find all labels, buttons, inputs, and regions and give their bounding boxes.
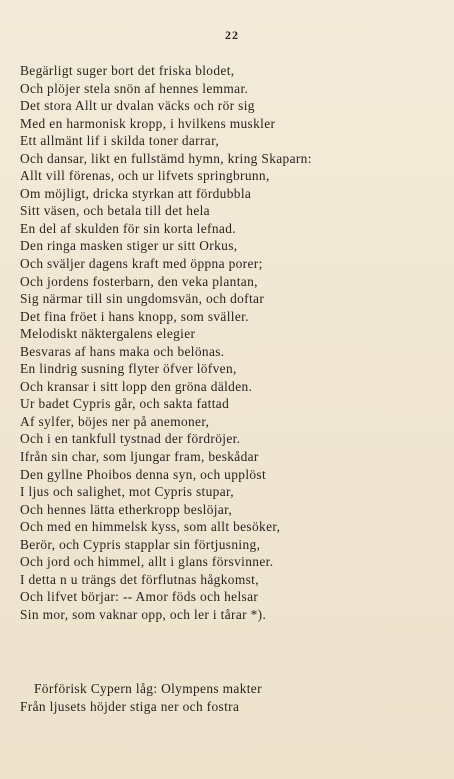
poem-line: Och kransar i sitt lopp den gröna dälden. bbox=[20, 378, 253, 394]
poem-line: Sitt väsen, och betala till det hela bbox=[20, 203, 210, 219]
poem-line: Den ringa masken stiger ur sitt Orkus, bbox=[20, 238, 238, 254]
poem-line: Och plöjer stela snön af hennes lemmar. bbox=[20, 80, 249, 96]
poem-line: I ljus och salighet, mot Cypris stupar, bbox=[20, 484, 234, 500]
poem-line: Begärligt suger bort det friska blodet, bbox=[20, 63, 235, 78]
poem-line: Förförisk Cypern låg: Olympens makter bbox=[34, 681, 262, 696]
page-number: 22 bbox=[225, 28, 239, 42]
poem-line: Och hennes lätta etherkropp beslöjar, bbox=[20, 501, 233, 517]
poem-line: Berör, och Cypris stapplar sin förtjusning, bbox=[20, 536, 261, 552]
poem-stanza bbox=[20, 62, 452, 624]
poem-line: I detta n u trängs det förflutnas hågkomst, bbox=[20, 571, 259, 587]
poem-line: En del af skulden för sin korta lefnad. bbox=[20, 220, 236, 236]
poem-line: Allt vill förenas, och ur lifvets springbrunn, bbox=[20, 168, 270, 184]
poem-line: Och i en tankfull tystnad der fördröjer. bbox=[20, 431, 241, 447]
poem-line: En lindrig susning flyter öfver löfven, bbox=[20, 361, 237, 377]
poem-line: Sig närmar till sin ungdomsvän, och doftar bbox=[20, 291, 265, 307]
poem-line: Och sväljer dagens kraft med öppna porer; bbox=[20, 256, 263, 272]
poem-line: Med en harmonisk kropp, i hvilkens muskler bbox=[20, 115, 276, 131]
poem-line: Ifrån sin char, som ljungar fram, beskådar bbox=[20, 449, 259, 465]
poem-line: Det fina fröet i hans knopp, som sväller. bbox=[20, 308, 249, 324]
poem-line: Från ljusets höjder stiga ner och fostra bbox=[20, 698, 240, 714]
poem-line: Sin mor, som vaknar opp, och ler i tårar *). bbox=[20, 606, 267, 622]
poem-line: Och jord och himmel, allt i glans försvinner. bbox=[20, 554, 274, 570]
poem-line: Ett allmänt lif i skilda toner darrar, bbox=[20, 133, 220, 149]
poem-stanza-next bbox=[20, 679, 452, 714]
poem-line: Och jordens fosterbarn, den veka plantan, bbox=[20, 273, 258, 289]
poem-line: Och med en himmelsk kyss, som allt besöker, bbox=[20, 519, 281, 535]
poem-line: Melodiskt näktergalens elegier bbox=[20, 326, 196, 342]
poem-line: Och lifvet börjar: -- Amor föds och helsar bbox=[20, 589, 259, 605]
poem-line: Om möjligt, dricka styrkan att fördubbla bbox=[20, 185, 252, 201]
poem-line: Det stora Allt ur dvalan väcks och rör sig bbox=[20, 98, 255, 114]
poem-line: Af sylfer, böjes ner på anemoner, bbox=[20, 413, 210, 429]
poem-line: Besvaras af hans maka och belönas. bbox=[20, 343, 225, 359]
poem-line: Den gyllne Phoibos denna syn, och upplöst bbox=[20, 466, 267, 482]
poem-line: Ur badet Cypris går, och sakta fattad bbox=[20, 396, 230, 412]
poem-line: Och dansar, likt en fullstämd hymn, kring Skaparn: bbox=[20, 150, 312, 166]
